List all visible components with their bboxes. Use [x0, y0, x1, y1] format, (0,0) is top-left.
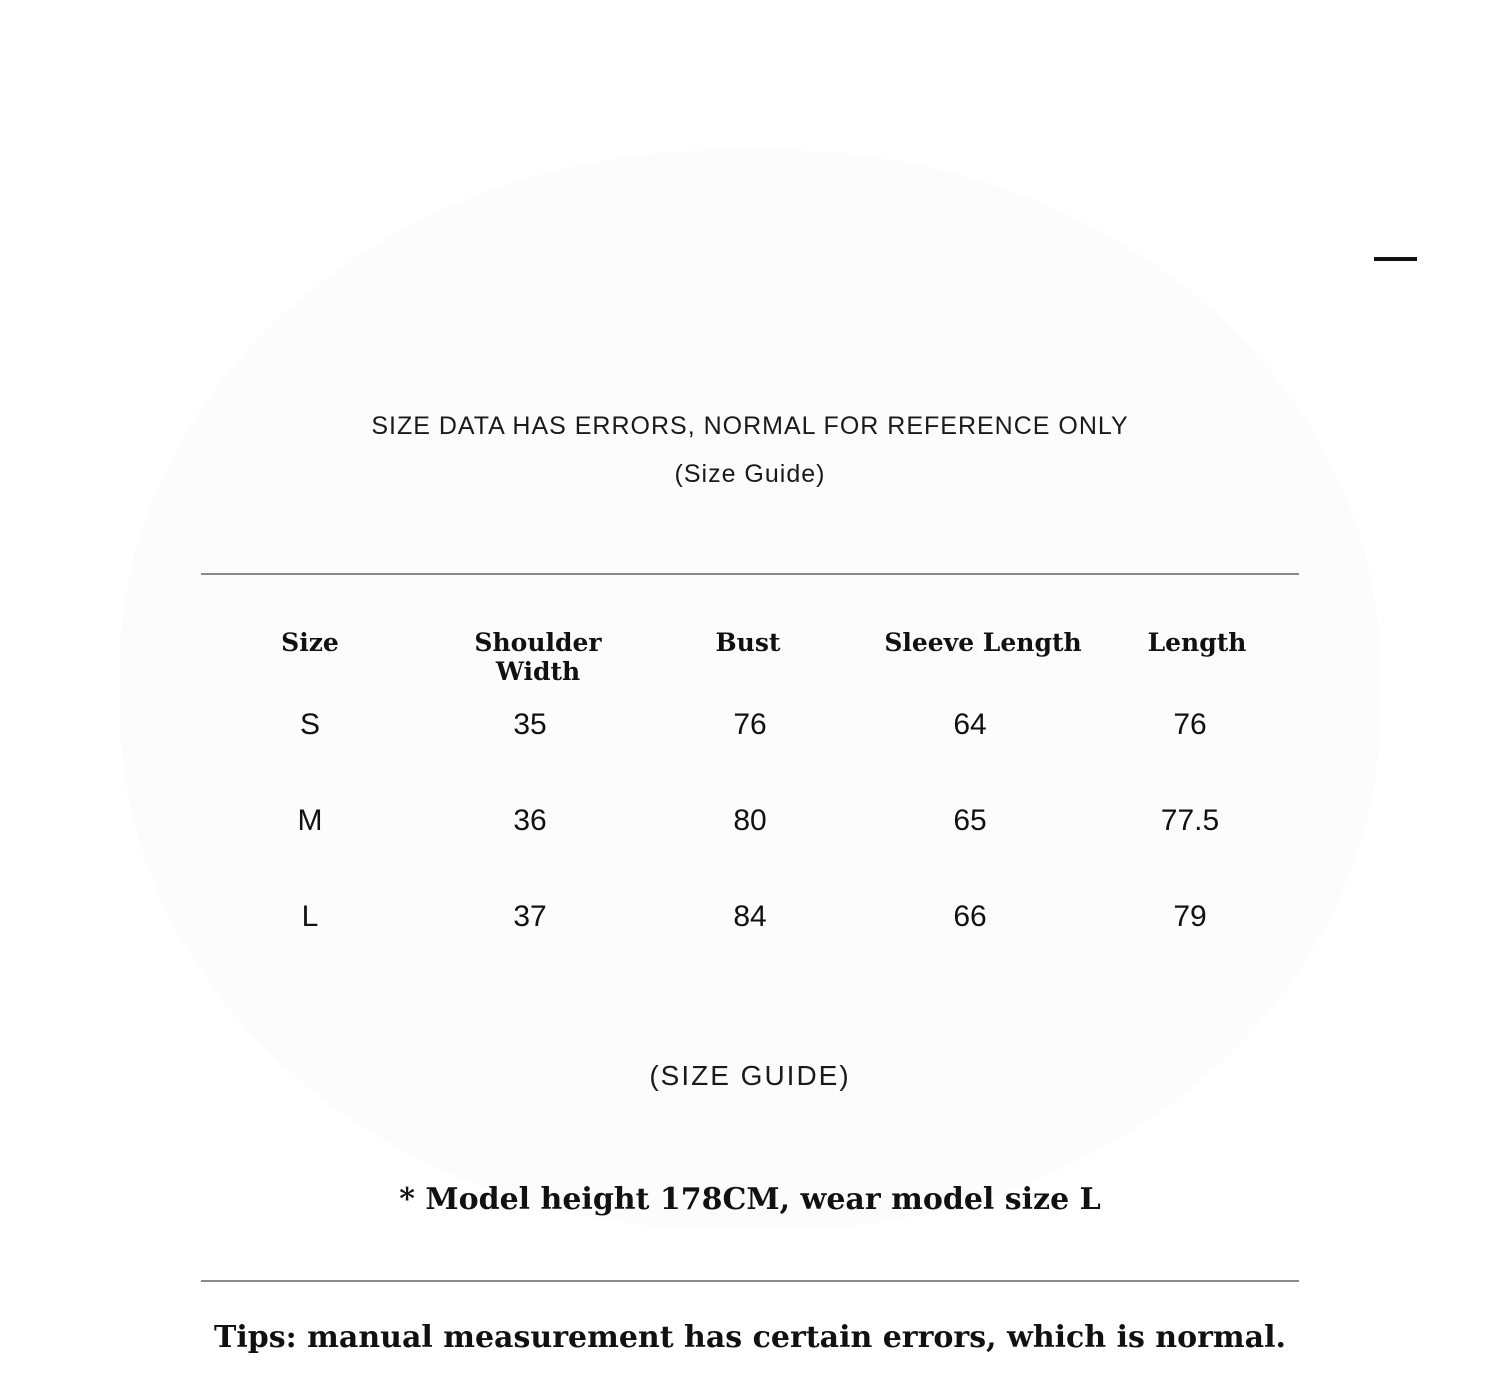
table-cell: 64: [953, 708, 987, 741]
table-cell: M: [297, 804, 323, 837]
table-cell: 84: [733, 900, 767, 933]
table-cell: 35: [513, 708, 547, 741]
size-guide-subtitle: (Size Guide): [674, 460, 826, 488]
table-cell: 79: [1173, 900, 1207, 933]
size-guide-caption: (SIZE GUIDE): [649, 1060, 851, 1091]
top-divider: [201, 573, 1299, 575]
table-cell: 80: [733, 804, 767, 837]
table-cell: 65: [953, 804, 987, 837]
column-header-sleeve-length: Sleeve Length: [884, 628, 1082, 657]
minus-icon: [1374, 257, 1417, 261]
reference-notice: SIZE DATA HAS ERRORS, NORMAL FOR REFERENCE ONLY: [371, 412, 1129, 440]
bottom-divider: [201, 1280, 1299, 1282]
table-cell: 36: [513, 804, 547, 837]
table-cell: 66: [953, 900, 987, 933]
table-cell: 76: [1173, 708, 1207, 741]
column-header-size: Size: [281, 628, 339, 657]
column-header-bust: Bust: [715, 628, 781, 657]
column-header-length: Length: [1147, 628, 1247, 657]
column-header-shoulder-width: Shoulder Width: [474, 628, 602, 686]
model-size-note: * Model height 178CM, wear model size L: [399, 1182, 1101, 1217]
table-cell: S: [299, 708, 320, 741]
measurement-tips: Tips: manual measurement has certain errors, which is normal.: [214, 1320, 1286, 1355]
table-cell: 77.5: [1160, 804, 1220, 837]
table-cell: 37: [513, 900, 547, 933]
table-cell: L: [301, 900, 319, 933]
table-cell: 76: [733, 708, 767, 741]
